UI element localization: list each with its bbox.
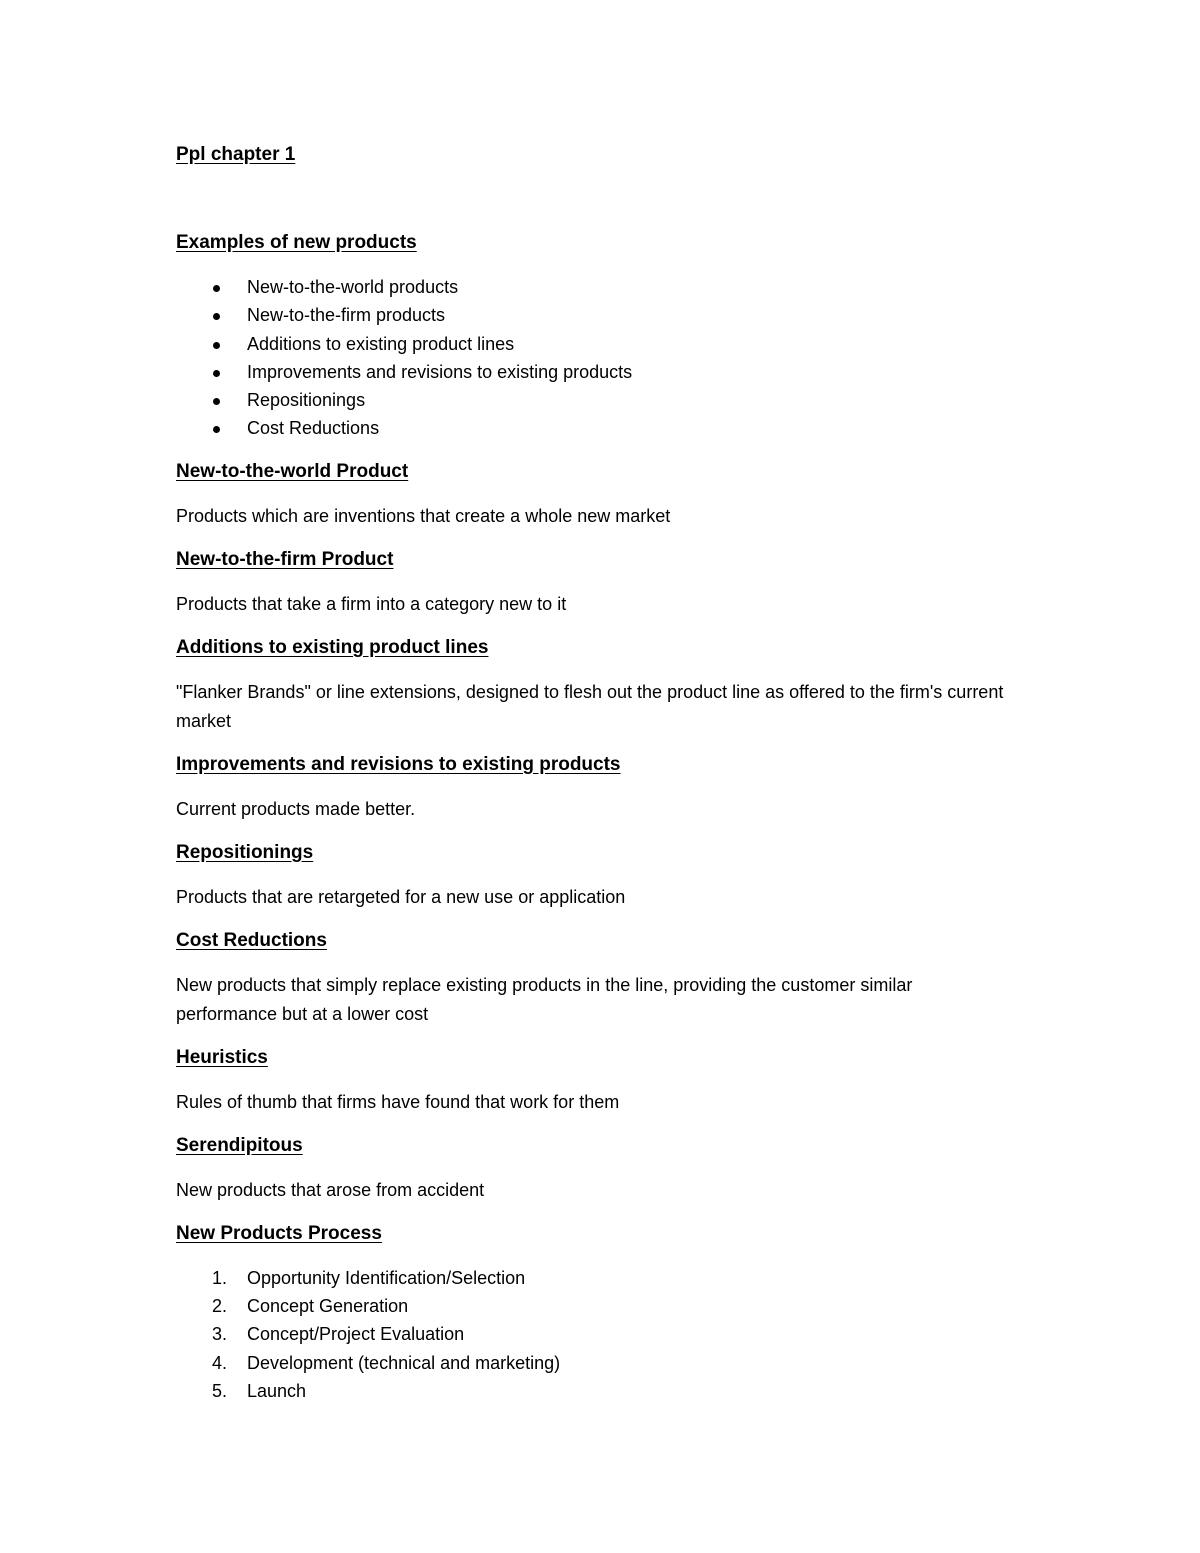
list-item <box>176 1320 1016 1348</box>
list-item <box>176 1349 1016 1377</box>
list-item <box>176 1264 1016 1292</box>
step-label: Opportunity Identification/Selection <box>247 1267 526 1288</box>
heading-new-products-process: New Products Process <box>176 1222 382 1244</box>
bullet-icon <box>213 285 220 292</box>
list-item <box>176 1292 1016 1320</box>
process-step-list <box>176 1264 1016 1405</box>
document-body <box>176 141 1016 1420</box>
list-item <box>176 273 1016 301</box>
heading-repositionings: Repositionings <box>176 841 314 863</box>
bullet-icon <box>213 398 220 405</box>
examples-bullet-list <box>176 273 1016 443</box>
list-item-label: Improvements and revisions to existing products <box>247 361 633 382</box>
heading-improvements: Improvements and revisions to existing products <box>176 753 621 775</box>
definition-serendipitous: New products that arose from accident <box>176 1179 485 1200</box>
heading-additions: Additions to existing product lines <box>176 636 489 658</box>
step-number: 1. <box>212 1267 228 1288</box>
list-item <box>176 414 1016 442</box>
list-item-label: Repositionings <box>247 390 366 411</box>
heading-cost-reductions: Cost Reductions <box>176 929 327 951</box>
step-number: 2. <box>212 1296 228 1317</box>
step-label: Concept Generation <box>247 1296 409 1317</box>
definition-additions: "Flanker Brands" or line extensions, designed to flesh out the product line as offered to the firm's current market <box>176 681 1004 731</box>
definition-new-to-the-world: Products which are inventions that create a whole new market <box>176 505 671 526</box>
heading-heuristics: Heuristics <box>176 1046 268 1068</box>
bullet-icon <box>213 342 220 349</box>
list-item-label: Cost Reductions <box>247 418 380 439</box>
definition-heuristics: Rules of thumb that firms have found that work for them <box>176 1091 620 1112</box>
definition-repositionings: Products that are retargeted for a new use or application <box>176 886 626 907</box>
step-number: 5. <box>212 1380 228 1401</box>
list-item-label: New-to-the-firm products <box>247 305 446 326</box>
list-item-label: New-to-the-world products <box>247 277 459 297</box>
definition-new-to-the-firm: Products that take a firm into a category new to it <box>176 593 567 614</box>
bullet-icon <box>213 370 220 377</box>
heading-examples: Examples of new products <box>176 232 417 253</box>
document-title: Ppl chapter 1 <box>176 144 296 165</box>
list-item-label: Additions to existing product lines <box>247 333 515 354</box>
step-label: Launch <box>247 1380 307 1401</box>
list-item <box>176 1377 1016 1405</box>
heading-serendipitous: Serendipitous <box>176 1134 303 1156</box>
bullet-icon <box>213 426 220 433</box>
heading-new-to-the-firm: New-to-the-firm Product <box>176 548 394 570</box>
step-number: 4. <box>212 1352 228 1373</box>
step-label: Concept/Project Evaluation <box>247 1324 465 1345</box>
step-number: 3. <box>212 1324 228 1345</box>
list-item <box>176 358 1016 386</box>
definition-improvements: Current products made better. <box>176 798 416 819</box>
list-item <box>176 330 1016 358</box>
list-item <box>176 386 1016 414</box>
list-item <box>176 301 1016 329</box>
bullet-icon <box>213 313 220 320</box>
definition-cost-reductions: New products that simply replace existing products in the line, providing the customer similar performance but at a lower cost <box>176 974 913 1024</box>
step-label: Development (technical and marketing) <box>247 1352 561 1373</box>
heading-new-to-the-world: New-to-the-world Product <box>176 460 409 482</box>
